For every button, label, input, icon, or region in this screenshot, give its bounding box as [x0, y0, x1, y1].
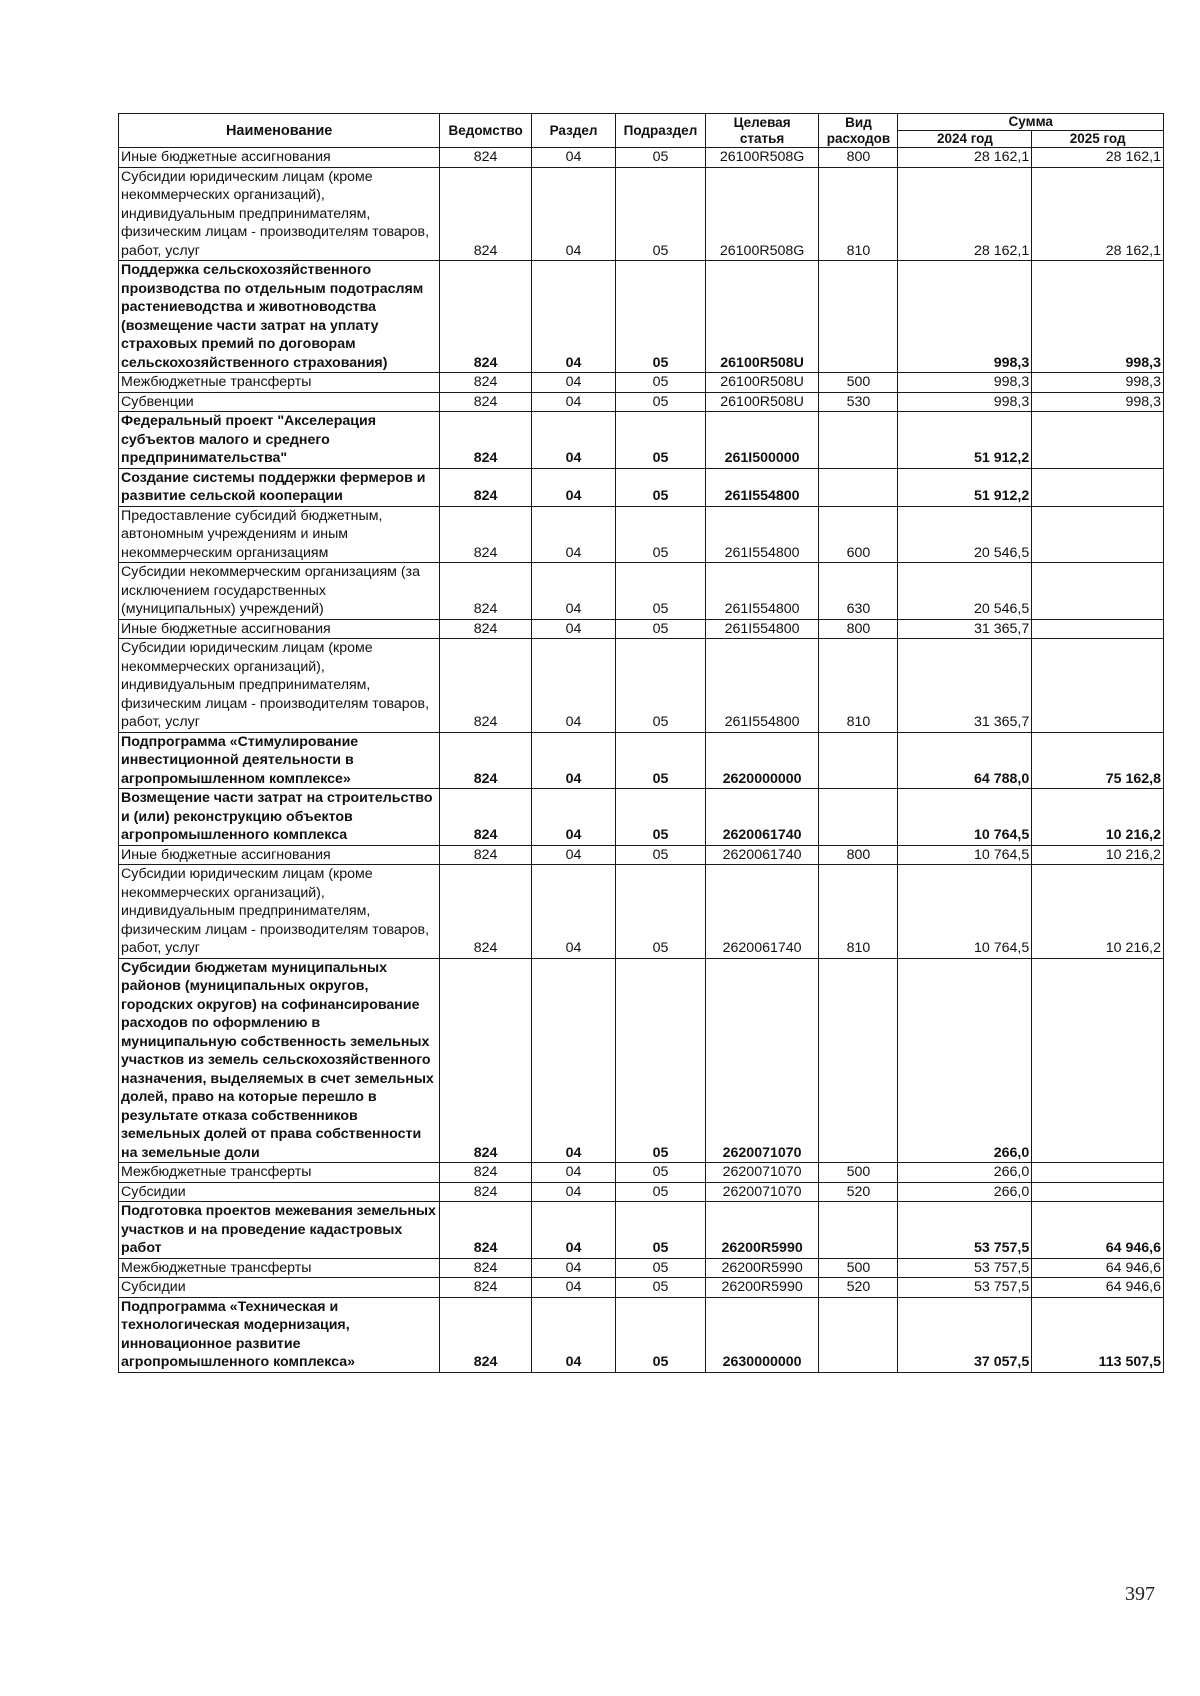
row-subsection: 05	[616, 732, 706, 789]
table-row	[119, 506, 1164, 563]
table-row	[119, 412, 1164, 469]
row-kind: 810	[819, 167, 898, 261]
row-kind	[819, 468, 898, 506]
row-kind: 500	[819, 1258, 898, 1278]
row-kind: 810	[819, 639, 898, 733]
row-target: 2630000000	[705, 1297, 819, 1372]
row-name: Субсидии бюджетам муниципальных районов (муниципальных округов, городских округов) на софинансирование расходов по оформлению в муниципальную собственность земельных участков из земель сельскохозяйственного назначения, выделяемых в счет земельных долей, право на которые перешло в результате отказа собственников земельных долей от права собственности на земельные доли	[119, 958, 440, 1163]
row-subsection: 05	[616, 789, 706, 846]
row-target: 2620071070	[705, 958, 819, 1163]
row-name: Подпрограмма «Техническая и технологическая модернизация, инновационное развитие агропромышленного комплекса»	[119, 1297, 440, 1372]
row-subsection: 05	[616, 958, 706, 1163]
row-section: 04	[531, 563, 615, 620]
row-target: 2620000000	[705, 732, 819, 789]
table-row	[119, 373, 1164, 393]
row-sum-2025: 10 216,2	[1032, 845, 1164, 865]
row-kind: 520	[819, 1278, 898, 1298]
row-sum-2025: 64 946,6	[1032, 1202, 1164, 1259]
header-year-2025: 2025 год	[1032, 131, 1164, 148]
row-sum-2025: 10 216,2	[1032, 865, 1164, 959]
row-target: 26100R508G	[705, 167, 819, 261]
row-sum-2024: 998,3	[898, 261, 1032, 373]
row-sum-2024: 266,0	[898, 1182, 1032, 1202]
row-name: Субсидии некоммерческим организациям (за исключением государственных (муниципальных) учреждений)	[119, 563, 440, 620]
row-sum-2024: 266,0	[898, 1163, 1032, 1183]
row-sum-2024: 53 757,5	[898, 1258, 1032, 1278]
row-section: 04	[531, 506, 615, 563]
row-section: 04	[531, 261, 615, 373]
row-dept: 824	[440, 148, 532, 168]
row-target: 26100R508U	[705, 392, 819, 412]
row-subsection: 05	[616, 148, 706, 168]
row-sum-2024: 998,3	[898, 373, 1032, 393]
row-dept: 824	[440, 392, 532, 412]
row-section: 04	[531, 392, 615, 412]
row-dept: 824	[440, 619, 532, 639]
header-kind	[819, 114, 898, 148]
row-sum-2024: 37 057,5	[898, 1297, 1032, 1372]
row-section: 04	[531, 412, 615, 469]
row-sum-2024: 10 764,5	[898, 845, 1032, 865]
row-sum-2025	[1032, 468, 1164, 506]
row-kind: 800	[819, 148, 898, 168]
row-sum-2025	[1032, 1163, 1164, 1183]
row-dept: 824	[440, 639, 532, 733]
row-target: 26100R508U	[705, 373, 819, 393]
row-dept: 824	[440, 373, 532, 393]
row-subsection: 05	[616, 845, 706, 865]
table-row	[119, 789, 1164, 846]
row-section: 04	[531, 373, 615, 393]
row-name: Предоставление субсидий бюджетным, автономным учреждениям и иным некоммерческим организациям	[119, 506, 440, 563]
row-target: 261I554800	[705, 563, 819, 620]
row-name: Подпрограмма «Стимулирование инвестиционной деятельности в агропромышленном комплексе»	[119, 732, 440, 789]
row-name: Федеральный проект "Акселерация субъектов малого и среднего предпринимательства"	[119, 412, 440, 469]
row-sum-2025: 64 946,6	[1032, 1278, 1164, 1298]
row-dept: 824	[440, 789, 532, 846]
row-section: 04	[531, 468, 615, 506]
row-target: 2620071070	[705, 1182, 819, 1202]
row-target: 26100R508G	[705, 148, 819, 168]
row-dept: 824	[440, 563, 532, 620]
row-name: Субсидии	[119, 1182, 440, 1202]
table-row	[119, 1258, 1164, 1278]
row-sum-2025: 10 216,2	[1032, 789, 1164, 846]
row-sum-2024: 28 162,1	[898, 148, 1032, 168]
header-target	[705, 114, 819, 148]
row-subsection: 05	[616, 1182, 706, 1202]
header-sum: Сумма	[898, 114, 1164, 131]
row-subsection: 05	[616, 1258, 706, 1278]
row-name: Межбюджетные трансферты	[119, 373, 440, 393]
row-kind: 600	[819, 506, 898, 563]
row-sum-2025: 998,3	[1032, 392, 1164, 412]
row-subsection: 05	[616, 865, 706, 959]
row-section: 04	[531, 619, 615, 639]
table-row	[119, 468, 1164, 506]
row-kind: 500	[819, 1163, 898, 1183]
row-sum-2025	[1032, 958, 1164, 1163]
row-sum-2024: 51 912,2	[898, 412, 1032, 469]
row-name: Иные бюджетные ассигнования	[119, 619, 440, 639]
row-target: 261I554800	[705, 639, 819, 733]
row-kind: 800	[819, 619, 898, 639]
row-target: 261I554800	[705, 468, 819, 506]
row-sum-2024: 20 546,5	[898, 563, 1032, 620]
row-dept: 824	[440, 1202, 532, 1259]
row-sum-2025	[1032, 619, 1164, 639]
row-subsection: 05	[616, 1202, 706, 1259]
row-name: Субсидии	[119, 1278, 440, 1298]
row-section: 04	[531, 148, 615, 168]
row-section: 04	[531, 1278, 615, 1298]
row-sum-2024: 266,0	[898, 958, 1032, 1163]
row-dept: 824	[440, 468, 532, 506]
row-sum-2024: 31 365,7	[898, 639, 1032, 733]
row-target: 261I554800	[705, 619, 819, 639]
row-sum-2024: 31 365,7	[898, 619, 1032, 639]
table-row	[119, 619, 1164, 639]
row-kind: 500	[819, 373, 898, 393]
row-sum-2024: 51 912,2	[898, 468, 1032, 506]
table-row	[119, 958, 1164, 1163]
row-name: Субвенции	[119, 392, 440, 412]
row-dept: 824	[440, 1278, 532, 1298]
row-target: 26200R5990	[705, 1278, 819, 1298]
row-kind: 520	[819, 1182, 898, 1202]
row-sum-2025	[1032, 563, 1164, 620]
budget-table	[118, 113, 1164, 1373]
row-sum-2024: 28 162,1	[898, 167, 1032, 261]
row-sum-2025: 75 162,8	[1032, 732, 1164, 789]
row-dept: 824	[440, 732, 532, 789]
table-row	[119, 1163, 1164, 1183]
row-sum-2025: 113 507,5	[1032, 1297, 1164, 1372]
row-subsection: 05	[616, 1163, 706, 1183]
table-row	[119, 1297, 1164, 1372]
row-target: 2620061740	[705, 789, 819, 846]
row-sum-2025	[1032, 412, 1164, 469]
row-kind: 630	[819, 563, 898, 620]
row-dept: 824	[440, 1258, 532, 1278]
table-row	[119, 1202, 1164, 1259]
table-row	[119, 392, 1164, 412]
header-kind-line1: Вид	[845, 114, 872, 130]
row-name: Субсидии юридическим лицам (кроме некоммерческих организаций), индивидуальным предпринимателям, физическим лицам - производителям товаров, работ, услуг	[119, 865, 440, 959]
row-target: 261I554800	[705, 506, 819, 563]
header-year-2024: 2024 год	[898, 131, 1032, 148]
table-row	[119, 732, 1164, 789]
row-section: 04	[531, 958, 615, 1163]
row-sum-2025: 28 162,1	[1032, 148, 1164, 168]
row-sum-2025: 998,3	[1032, 261, 1164, 373]
row-dept: 824	[440, 1163, 532, 1183]
row-name: Иные бюджетные ассигнования	[119, 148, 440, 168]
row-target: 2620061740	[705, 865, 819, 959]
row-target: 2620061740	[705, 845, 819, 865]
table-row	[119, 563, 1164, 620]
row-name: Подготовка проектов межевания земельных участков и на проведение кадастровых работ	[119, 1202, 440, 1259]
row-dept: 824	[440, 412, 532, 469]
row-subsection: 05	[616, 261, 706, 373]
row-subsection: 05	[616, 506, 706, 563]
row-sum-2024: 20 546,5	[898, 506, 1032, 563]
header-section: Раздел	[531, 114, 615, 148]
table-row	[119, 865, 1164, 959]
row-kind	[819, 958, 898, 1163]
row-subsection: 05	[616, 563, 706, 620]
row-kind	[819, 732, 898, 789]
row-section: 04	[531, 789, 615, 846]
row-subsection: 05	[616, 373, 706, 393]
row-kind: 810	[819, 865, 898, 959]
row-subsection: 05	[616, 639, 706, 733]
row-name: Поддержка сельскохозяйственного производства по отдельным подотраслям растениеводства и животноводства (возмещение части затрат на уплату страховых премий по договорам сельскохозяйственного страхования)	[119, 261, 440, 373]
header-target-line1: Целевая	[733, 114, 791, 130]
row-sum-2024: 10 764,5	[898, 789, 1032, 846]
row-sum-2025	[1032, 506, 1164, 563]
row-sum-2024: 53 757,5	[898, 1278, 1032, 1298]
row-section: 04	[531, 1163, 615, 1183]
row-sum-2025: 64 946,6	[1032, 1258, 1164, 1278]
row-dept: 824	[440, 1297, 532, 1372]
row-section: 04	[531, 639, 615, 733]
row-target: 26200R5990	[705, 1258, 819, 1278]
row-subsection: 05	[616, 619, 706, 639]
row-section: 04	[531, 845, 615, 865]
row-name: Межбюджетные трансферты	[119, 1258, 440, 1278]
row-section: 04	[531, 167, 615, 261]
row-subsection: 05	[616, 412, 706, 469]
table-row	[119, 1278, 1164, 1298]
row-kind	[819, 261, 898, 373]
row-name: Создание системы поддержки фермеров и развитие сельской кооперации	[119, 468, 440, 506]
table-row	[119, 148, 1164, 168]
row-dept: 824	[440, 865, 532, 959]
header-kind-line2: расходов	[826, 130, 891, 146]
table-row	[119, 845, 1164, 865]
row-section: 04	[531, 865, 615, 959]
row-name: Межбюджетные трансферты	[119, 1163, 440, 1183]
row-dept: 824	[440, 167, 532, 261]
row-sum-2024: 53 757,5	[898, 1202, 1032, 1259]
row-sum-2025	[1032, 639, 1164, 733]
header-dept: Ведомство	[440, 114, 532, 148]
row-kind	[819, 1297, 898, 1372]
table-row	[119, 1182, 1164, 1202]
row-section: 04	[531, 1258, 615, 1278]
row-kind: 530	[819, 392, 898, 412]
row-section: 04	[531, 1202, 615, 1259]
row-name: Субсидии юридическим лицам (кроме некоммерческих организаций), индивидуальным предпринимателям, физическим лицам - производителям товаров, работ, услуг	[119, 639, 440, 733]
row-kind	[819, 789, 898, 846]
row-sum-2025	[1032, 1182, 1164, 1202]
row-sum-2025: 28 162,1	[1032, 167, 1164, 261]
row-target: 26200R5990	[705, 1202, 819, 1259]
row-kind	[819, 1202, 898, 1259]
row-subsection: 05	[616, 1297, 706, 1372]
row-dept: 824	[440, 958, 532, 1163]
header-name: Наименование	[119, 114, 440, 148]
row-dept: 824	[440, 506, 532, 563]
row-subsection: 05	[616, 1278, 706, 1298]
row-sum-2024: 998,3	[898, 392, 1032, 412]
header-target-line2: статья	[739, 130, 785, 146]
row-target: 2620071070	[705, 1163, 819, 1183]
row-target: 261I500000	[705, 412, 819, 469]
row-section: 04	[531, 732, 615, 789]
row-target: 26100R508U	[705, 261, 819, 373]
row-subsection: 05	[616, 468, 706, 506]
row-sum-2024: 64 788,0	[898, 732, 1032, 789]
row-kind: 800	[819, 845, 898, 865]
row-kind	[819, 412, 898, 469]
row-dept: 824	[440, 845, 532, 865]
header-subsection: Подраздел	[616, 114, 706, 148]
row-sum-2025: 998,3	[1032, 373, 1164, 393]
row-dept: 824	[440, 261, 532, 373]
row-dept: 824	[440, 1182, 532, 1202]
row-sum-2024: 10 764,5	[898, 865, 1032, 959]
row-subsection: 05	[616, 392, 706, 412]
budget-table-body	[119, 148, 1164, 1373]
row-name: Субсидии юридическим лицам (кроме некоммерческих организаций), индивидуальным предпринимателям, физическим лицам - производителям товаров, работ, услуг	[119, 167, 440, 261]
page-number: 397	[1125, 1583, 1155, 1605]
row-section: 04	[531, 1297, 615, 1372]
row-section: 04	[531, 1182, 615, 1202]
table-row	[119, 167, 1164, 261]
row-name: Возмещение части затрат на строительство и (или) реконструкцию объектов агропромышленного комплекса	[119, 789, 440, 846]
table-row	[119, 639, 1164, 733]
row-name: Иные бюджетные ассигнования	[119, 845, 440, 865]
table-row	[119, 261, 1164, 373]
row-subsection: 05	[616, 167, 706, 261]
